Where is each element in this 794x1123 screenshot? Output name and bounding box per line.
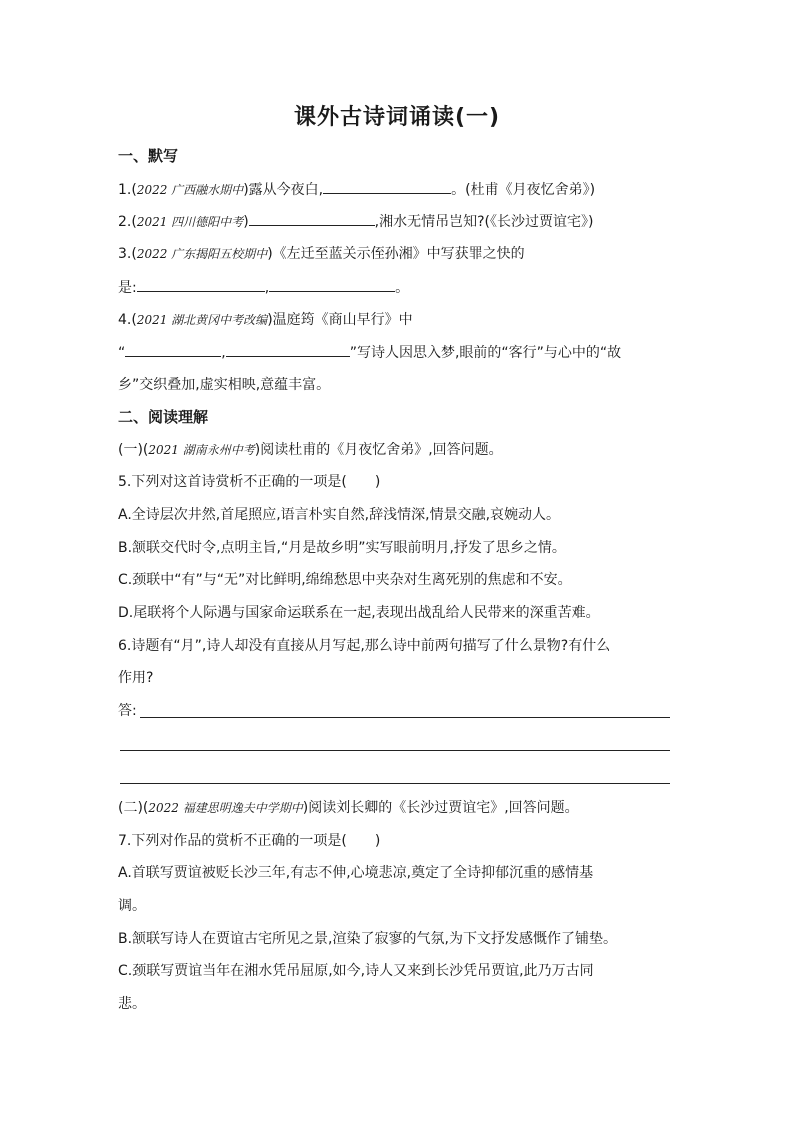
q3-blank-2[interactable] (269, 277, 395, 292)
q2-text-end: ,湘水无情吊岂知?(《长沙过贾谊宅》) (374, 214, 594, 230)
question-6-line-1: 6.诗题有“月”,诗人却没有直接从月写起,那么诗中前两句描写了什么景物?有什么 (118, 638, 611, 654)
q7-option-c-cont[interactable]: 悲。 (118, 996, 146, 1012)
q4-source: 2021 湖北黄冈中考改编 (136, 313, 268, 327)
question-5-stem: 5.下列对这首诗赏析不正确的一项是( ) (118, 474, 381, 490)
q5-option-b[interactable]: B.颔联交代时令,点明主旨,“月是故乡明”实写眼前明月,抒发了思乡之情。 (118, 540, 566, 556)
section-heading-dictation: 一、默写 (118, 147, 179, 165)
q3-number: 3.( (118, 246, 137, 262)
question-4-blanks-line (118, 342, 621, 363)
q4-blank-1[interactable] (125, 342, 221, 357)
q5-option-d[interactable]: D.尾联将个人际遇与国家命运联系在一起,表现出战乱给人民带来的深重苦难。 (118, 605, 600, 621)
part-1-intro (118, 440, 503, 460)
q2-source: 2021 四川德阳中考 (136, 215, 244, 229)
q4-number: 4.( (118, 312, 137, 328)
question-1 (118, 179, 595, 200)
q2-text: ) (243, 214, 249, 230)
q4-separator: , (221, 345, 226, 361)
q6-answer-label: 答: (118, 703, 137, 719)
question-3 (118, 244, 525, 264)
question-2 (118, 211, 593, 232)
q3-text: )《左迁至蓝关示侄孙湘》中写获罪之快的 (267, 246, 525, 262)
q5-option-a[interactable]: A.全诗层次井然,首尾照应,语言朴实自然,辞浅情深,情景交融,哀婉动人。 (118, 507, 561, 523)
section-heading-reading: 二、阅读理解 (118, 408, 209, 426)
question-3-answer-line (118, 277, 409, 298)
q7-option-a-cont[interactable]: 调。 (118, 898, 146, 914)
q4-text-cont: ”写诗人因思入梦,眼前的“客行”与心中的“故 (349, 345, 622, 361)
q3-blank-1[interactable] (137, 277, 265, 292)
q3-separator: , (264, 280, 270, 296)
part1-source: 2021 湖南永州中考 (148, 443, 255, 457)
q6-answer-line-2[interactable] (120, 750, 670, 751)
q1-number: 1.( (118, 182, 137, 198)
q6-answer-line-3[interactable] (120, 783, 670, 784)
part1-text: )阅读杜甫的《月夜忆舍弟》,回答问题。 (254, 442, 503, 458)
part2-text: )阅读刘长卿的《长沙过贾谊宅》,回答问题。 (302, 800, 579, 816)
q1-text: )露从今夜白, (243, 182, 324, 198)
part-2-intro (118, 798, 579, 818)
part2-number: (二)( (118, 800, 149, 816)
q4-open-quote: “ (118, 345, 126, 361)
part1-number: (一)( (118, 442, 149, 458)
q7-option-b[interactable]: B.颔联写诗人在贾谊古宅所见之景,渲染了寂寥的气氛,为下文抒发感慨作了铺垫。 (118, 931, 617, 947)
question-6-line-2: 作用? (118, 670, 154, 686)
q2-number: 2.( (118, 214, 137, 230)
q3-answer-label: 是: (118, 280, 137, 296)
q1-source: 2022 广西融水期中 (136, 183, 244, 197)
q4-text: )温庭筠《商山早行》中 (267, 312, 413, 328)
q6-answer-line-1[interactable] (140, 717, 670, 718)
question-4 (118, 310, 413, 330)
page-title: 课外古诗词诵读(一) (293, 105, 501, 130)
question-4-line-3: 乡”交织叠加,虚实相映,意蕴丰富。 (118, 377, 331, 393)
part2-source: 2022 福建思明逸夫中学期中 (148, 801, 303, 815)
q7-option-a[interactable]: A.首联写贾谊被贬长沙三年,有志不伸,心境悲凉,奠定了全诗抑郁沉重的感情基 (118, 865, 594, 881)
q1-text-end: 。(杜甫《月夜忆舍弟》) (451, 182, 596, 198)
q4-blank-2[interactable] (226, 342, 350, 357)
q1-blank[interactable] (323, 179, 451, 194)
question-7-stem: 7.下列对作品的赏析不正确的一项是( ) (118, 833, 381, 849)
q3-source: 2022 广东揭阳五校期中 (136, 247, 268, 261)
q5-option-c[interactable]: C.颈联中“有”与“无”对比鲜明,绵绵愁思中夹杂对生离死别的焦虑和不安。 (118, 572, 572, 588)
q3-end: 。 (395, 280, 410, 296)
q7-option-c[interactable]: C.颈联写贾谊当年在湘水凭吊屈原,如今,诗人又来到长沙凭吊贾谊,此乃万古同 (118, 963, 594, 979)
q2-blank[interactable] (249, 211, 375, 226)
